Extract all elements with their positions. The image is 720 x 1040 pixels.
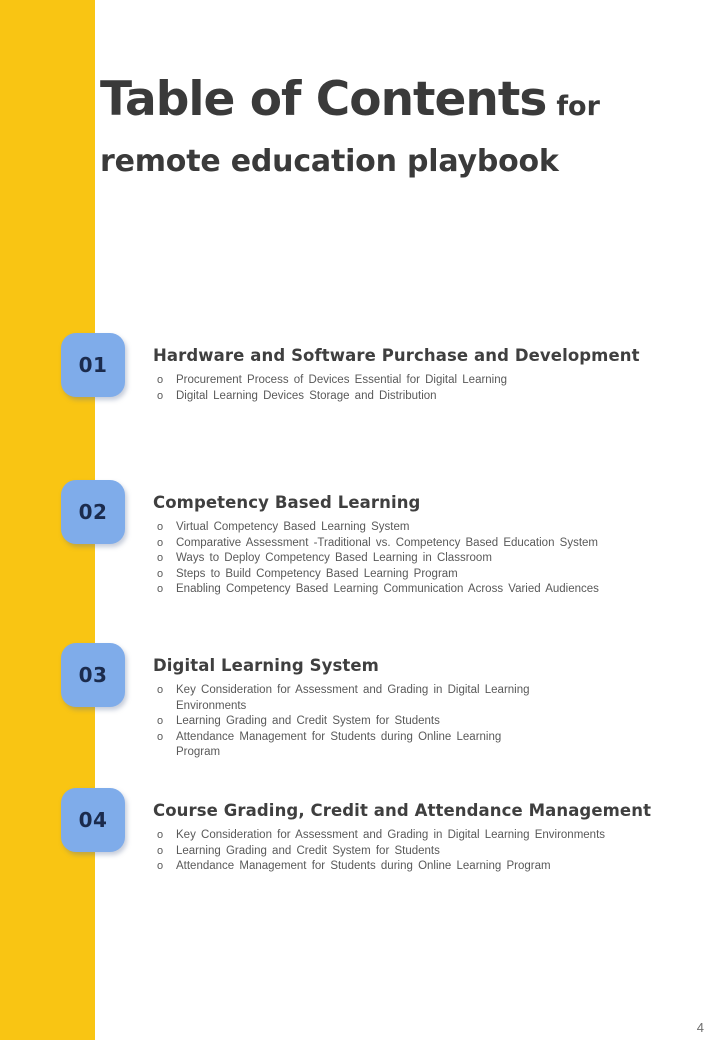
bullet-text: Attendance Management for Students during Online Learning Program [176,860,551,873]
toc-section [0,643,720,793]
page-number: 4 [696,1020,704,1035]
bullet-marker-icon: o [157,583,164,596]
bullet-text: Digital Learning Devices Storage and Distribution [176,389,437,402]
section-number-badge [61,480,125,544]
section-bullet-list [153,520,698,598]
toc-bullet-item [153,714,698,730]
toc-bullet-item [153,859,698,875]
toc-bullet-item [153,582,698,598]
toc-bullet-item [153,536,698,552]
bullet-text: Procurement Process of Devices Essential for Digital Learning [176,374,508,386]
bullet-text: Attendance Management for Students during Online Learning Program [176,730,502,759]
bullet-text: Ways to Deploy Competency Based Learning in Classroom [176,552,492,565]
bullet-text: Virtual Competency Based Learning System [176,521,410,533]
bullet-marker-icon: o [157,844,164,857]
bullet-text: Learning Grading and Credit System for Students [176,844,440,857]
toc-section [0,333,720,483]
title-main: Table of Contents [100,72,547,127]
section-bullet-list [153,683,698,761]
toc-bullet-item [153,389,698,405]
section-number-badge [61,643,125,707]
section-number-badge [61,333,125,397]
section-number: 03 [78,663,108,687]
bullet-text: Key Consideration for Assessment and Grading in Digital Learning Environments [176,684,530,712]
section-number: 04 [78,808,108,832]
section-heading: Digital Learning System [153,656,379,675]
toc-bullet-item [153,567,698,583]
toc-bullet-item [153,373,698,389]
section-bullet-list [153,373,698,404]
toc-bullet-item [153,828,698,844]
toc-bullet-item [153,730,698,761]
bullet-text: Key Consideration for Assessment and Grading in Digital Learning Environments [176,829,606,841]
toc-bullet-item [153,520,698,536]
bullet-marker-icon: o [157,389,164,402]
section-body [153,333,698,404]
bullet-marker-icon: o [157,521,164,533]
title-subtitle: remote education playbook [100,143,559,179]
bullet-text: Steps to Build Competency Based Learning Program [176,567,458,580]
toc-bullet-item [153,551,698,567]
toc-bullet-item [153,683,698,714]
bullet-marker-icon: o [157,567,164,580]
section-heading: Competency Based Learning [153,493,421,512]
bullet-marker-icon: o [157,684,164,696]
section-bullet-list [153,828,698,875]
section-body [153,643,698,761]
section-number-badge [61,788,125,852]
section-number: 01 [78,353,108,377]
bullet-marker-icon: o [157,860,164,873]
bullet-marker-icon: o [157,730,164,743]
bullet-text: Comparative Assessment -Traditional vs. Competency Based Education System [176,536,599,549]
title-suffix: for [556,91,600,122]
toc-section [0,480,720,630]
bullet-marker-icon: o [157,829,164,841]
section-heading: Hardware and Software Purchase and Development [153,346,640,365]
section-body [153,788,698,875]
section-number: 02 [78,500,108,524]
toc-section [0,788,720,938]
bullet-marker-icon: o [157,715,164,728]
bullet-marker-icon: o [157,374,164,386]
bullet-marker-icon: o [157,552,164,565]
bullet-text: Learning Grading and Credit System for Students [176,715,440,728]
bullet-marker-icon: o [157,536,164,549]
section-body [153,480,698,598]
toc-bullet-item [153,844,698,860]
bullet-text: Enabling Competency Based Learning Communication Across Varied Audiences [176,583,599,596]
section-heading: Course Grading, Credit and Attendance Management [153,801,652,820]
